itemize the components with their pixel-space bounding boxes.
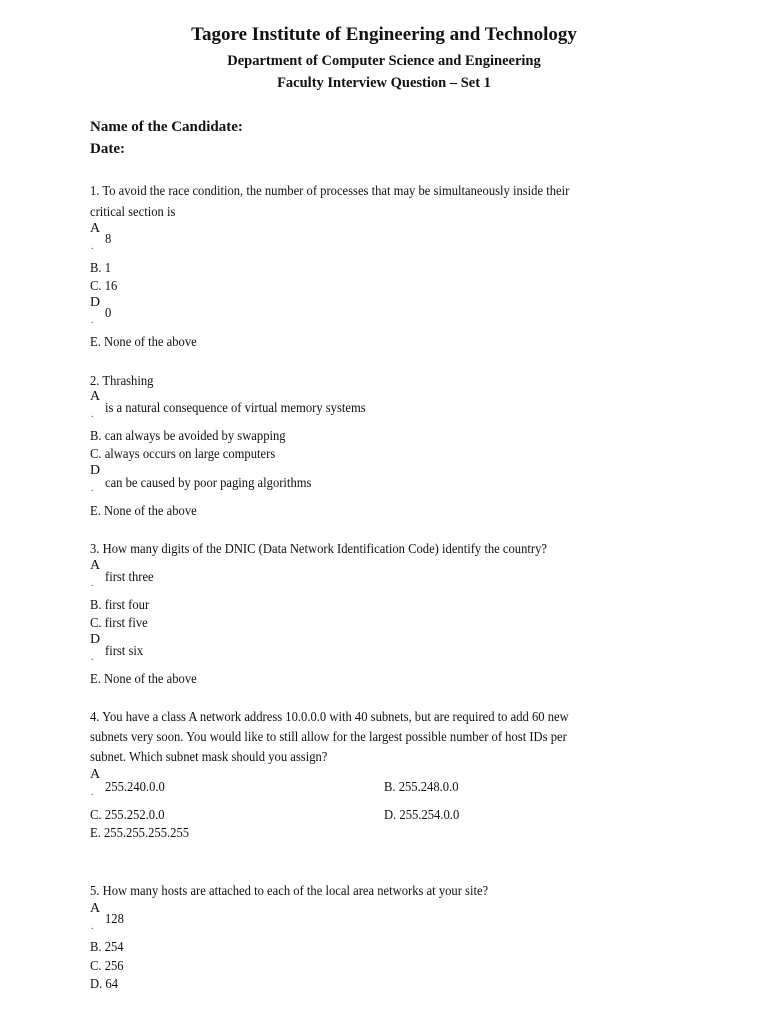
option-d: D. 255.254.0.0 — [384, 808, 460, 823]
option-b: B. can always be avoided by swapping — [90, 429, 286, 444]
question-stem: 4. You have a class A network address 10.0.0.0 with 40 subnets, but are required to add 60 new — [90, 710, 569, 725]
option-b: B. 1 — [90, 261, 112, 276]
option-c: C. 16 — [90, 279, 118, 294]
option-c: C. 256 — [90, 959, 124, 974]
question-stem: subnet. Which subnet mask should you assign? — [90, 750, 328, 765]
option-c: C. first five — [90, 616, 148, 631]
option-letter: A — [90, 389, 101, 404]
set-title: Faculty Interview Question – Set 1 — [277, 75, 491, 91]
question-stem: 3. How many digits of the DNIC (Data Network Identification Code) identify the country? — [90, 542, 547, 557]
option-dot: . — [91, 409, 94, 420]
option-dot: . — [91, 921, 94, 932]
option-letter: D — [90, 632, 101, 647]
option-e: E. None of the above — [90, 335, 197, 350]
option-c: C. always occurs on large computers — [90, 447, 276, 462]
option-b: B. first four — [90, 598, 150, 613]
option-d: first six — [105, 644, 144, 659]
option-letter: D — [90, 463, 101, 478]
option-a: 128 — [105, 912, 124, 927]
option-e: E. None of the above — [90, 672, 197, 687]
option-a: first three — [105, 570, 154, 585]
option-d: can be caused by poor paging algorithms — [105, 476, 312, 491]
option-dot: . — [91, 483, 94, 494]
option-e: E. None of the above — [90, 504, 197, 519]
option-letter: A — [90, 558, 101, 573]
option-d: 0 — [105, 306, 112, 321]
question-stem: 5. How many hosts are attached to each of the local area networks at your site? — [90, 884, 489, 899]
option-dot: . — [91, 787, 94, 798]
option-dot: . — [91, 315, 94, 326]
question-stem: 2. Thrashing — [90, 374, 154, 389]
option-b: B. 255.248.0.0 — [384, 780, 459, 795]
option-letter: D — [90, 295, 101, 310]
option-dot: . — [91, 241, 94, 252]
option-dot: . — [91, 578, 94, 589]
option-a: is a natural consequence of virtual memory systems — [105, 401, 366, 416]
question-stem: critical section is — [90, 205, 176, 220]
option-a: 8 — [105, 232, 112, 247]
option-c: C. 255.252.0.0 — [90, 808, 165, 823]
option-dot: . — [91, 652, 94, 663]
date-label: Date: — [90, 141, 125, 157]
option-letter: A — [90, 901, 101, 916]
option-a: 255.240.0.0 — [105, 780, 165, 795]
department-title: Department of Computer Science and Engineering — [227, 53, 541, 69]
institute-title: Tagore Institute of Engineering and Technology — [191, 24, 577, 45]
option-letter: A — [90, 767, 101, 782]
option-e: E. 255.255.255.255 — [90, 826, 190, 841]
candidate-name-label: Name of the Candidate: — [90, 119, 243, 135]
option-b: B. 254 — [90, 940, 124, 955]
option-d: D. 64 — [90, 977, 119, 992]
question-stem: subnets very soon. You would like to still allow for the largest possible number of host IDs per — [90, 730, 567, 745]
option-letter: A — [90, 221, 101, 236]
question-stem: 1. To avoid the race condition, the number of processes that may be simultaneously inside their — [90, 184, 570, 199]
